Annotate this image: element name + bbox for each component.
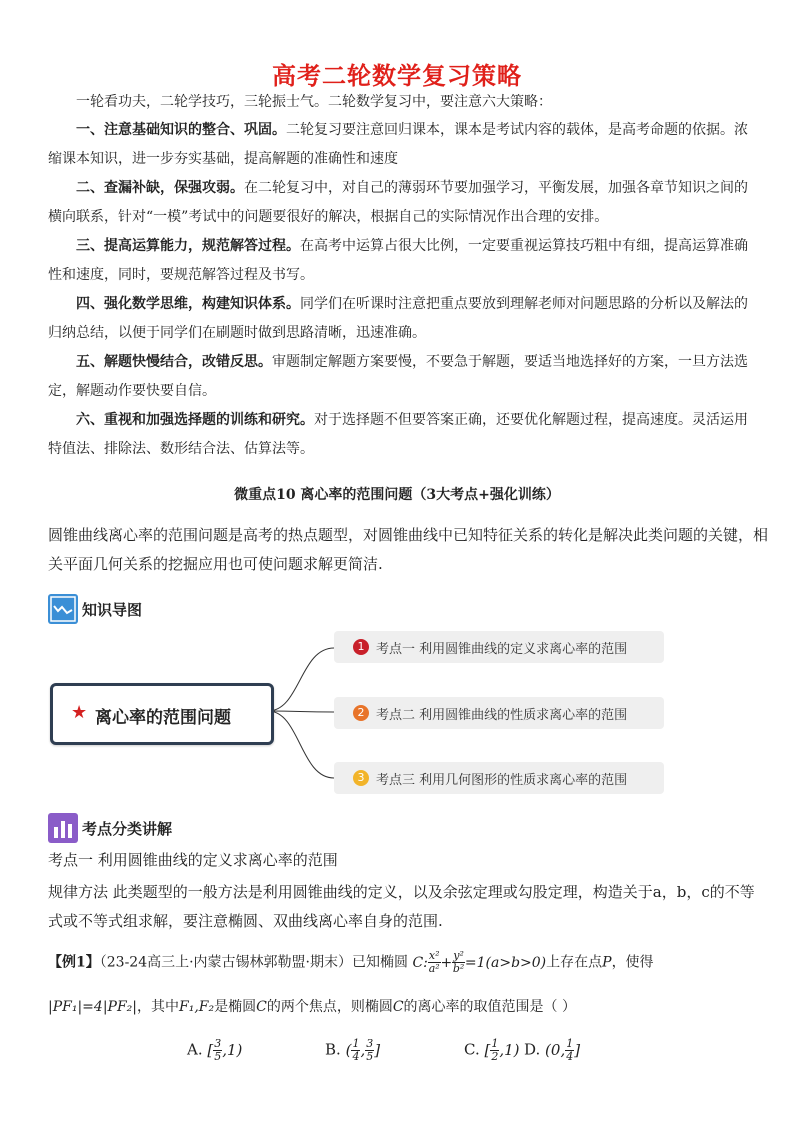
strategy-6-text: 对于选择题不但要答案正确，还要优化解题过程，提高速度。灵活运用特值法、排除法、数形结合法、估算法等。 <box>48 412 748 457</box>
node-label-1: 考点一 利用圆锥曲线的定义求离心率的范围 <box>376 642 628 657</box>
option-a <box>187 1038 242 1063</box>
strategy-1-bold: 一、注意基础知识的整合、巩固。 <box>76 122 286 138</box>
option-d-value: (0, $\frac{1}{4}$ ] <box>545 1037 581 1063</box>
strategy-4 <box>48 290 748 348</box>
example-tag: 【例1】 <box>48 954 100 971</box>
example-line2-end: 是椭圆 <box>214 999 257 1015</box>
mindmap-node-1 <box>334 631 664 663</box>
strategy-4-bold: 四、强化数学思维，构建知识体系。 <box>76 296 300 312</box>
example-post: 上存在点 <box>546 954 603 971</box>
lead-paragraph: 圆锥曲线离心率的范围问题是高考的热点题型，对圆锥曲线中已知特征关系的转化是解决此类问题的关键，相关平面几何关系的挖掘应用也可使问题求解更简洁. <box>48 526 769 573</box>
intro-text: 一轮看功夫，二轮学技巧，三轮振士气。二轮数学复习中，要注意六大策略： <box>76 94 552 110</box>
node-number-1: 1 <box>353 639 369 655</box>
strategy-2-bold: 二、查漏补缺，保强攻弱。 <box>76 180 244 196</box>
option-b <box>325 1038 380 1063</box>
ellipse-c-2: C <box>392 999 404 1015</box>
node-label-3: 考点三 利用几何图形的性质求离心率的范围 <box>376 773 628 788</box>
option-d-label: D. <box>524 1040 541 1059</box>
strategy-1-text: 二轮复习要注意回归课本，课本是考试内容的载体，是高考命题的依据。浓缩课本知识，进一步夯实基础，提高解题的准确性和速度 <box>48 122 748 167</box>
bar-chart-icon <box>48 813 78 843</box>
foci-symbols: F₁,F₂ <box>179 999 215 1015</box>
strategy-3-text: 在高考中运算占很大比例，一定要重视运算技巧粗中有细，提高运算准确性和速度，同时，要规范解答过程及书写。 <box>48 238 748 283</box>
option-b-value: ( $\frac{1}{4}$ , $\frac{3}{5}$ ] <box>345 1037 381 1063</box>
strategy-6 <box>48 406 748 464</box>
strategy-5-text: 审题制定解题方案要慢，不要急于解题，要适当地选择好的方案，一旦方法选定，解题动作要快要自信。 <box>48 354 748 399</box>
point-p: P <box>602 954 612 971</box>
section-topic-explanation: 考点分类讲解 <box>82 820 173 838</box>
mindmap-node-2 <box>334 697 664 729</box>
example-line2-tail: 的两个焦点，则椭圆 <box>266 999 393 1015</box>
lesson-subtitle: 微重点10 离心率的范围问题（3大考点+强化训练） <box>234 487 560 503</box>
node-number-2: 2 <box>353 705 369 721</box>
example-source: （23-24高三上·内蒙古锡林郭勒盟·期末） <box>99 954 353 971</box>
strategy-5 <box>48 348 748 406</box>
strategy-5-bold: 五、解题快慢结合，改错反思。 <box>76 354 272 370</box>
strategy-2-text: 在二轮复习中，对自己的薄弱环节要加强学习，平衡发展，加强各章节知识之间的横向联系，针对“一模”考试中的问题要很好的解决，根据自己的实际情况作出合理的安排。 <box>48 180 748 225</box>
example-line2-last: 的离心率的取值范围是（ ） <box>403 999 576 1015</box>
example-1-line-1 <box>48 950 654 975</box>
star-icon: ★ <box>71 702 88 723</box>
option-b-label: B. <box>325 1040 341 1059</box>
mindmap-center-node <box>50 683 274 745</box>
node-label-2: 考点二 利用圆锥曲线的性质求离心率的范围 <box>376 708 628 723</box>
example-line2-mid: ，其中 <box>137 999 179 1015</box>
option-c-value: [ $\frac{1}{2}$ ,1) <box>484 1037 520 1063</box>
ellipse-equation: C: $\frac{\text{x²}}{\text{a²}}$ + $\frac{\text{y²}}{\text{b²}}$ =1(a>b>0) <box>412 949 547 975</box>
option-a-label: A. <box>187 1040 203 1059</box>
strategy-3-bold: 三、提高运算能力，规范解答过程。 <box>76 238 300 254</box>
strategy-1 <box>48 116 748 174</box>
option-d <box>524 1038 580 1063</box>
focal-condition: |PF₁|=4|PF₂| <box>48 999 137 1015</box>
page-title: 高考二轮数学复习策略 <box>272 62 522 90</box>
method-paragraph: 规律方法 此类题型的一般方法是利用圆锥曲线的定义，以及余弦定理或勾股定理，构造关于a，b，c的不等式或不等式组求解，要注意椭圆、双曲线离心率自身的范围. <box>48 883 755 930</box>
option-c <box>464 1038 520 1063</box>
ellipse-c-1: C <box>256 999 267 1015</box>
node-number-3: 3 <box>353 770 369 786</box>
strategy-6-bold: 六、重视和加强选择题的训练和研究。 <box>76 412 314 428</box>
mindmap-center-label: 离心率的范围问题 <box>95 708 231 728</box>
option-a-value: [ $\frac{3}{5}$ ,1) <box>207 1037 243 1063</box>
option-c-label: C. <box>464 1040 480 1059</box>
example-1-line-2 <box>48 996 576 1016</box>
strategy-4-text: 同学们在听课时注意把重点要放到理解老师对问题思路的分析以及解法的归纳总结，以便于同学们在刷题时做到思路清晰，迅速准确。 <box>48 296 748 341</box>
section-knowledge-map: 知识导图 <box>82 601 143 619</box>
strategy-3 <box>48 232 748 290</box>
topic-1-heading: 考点一 利用圆锥曲线的定义求离心率的范围 <box>48 851 338 869</box>
example-post2: ，使得 <box>611 954 654 971</box>
mindmap-node-3 <box>334 762 664 794</box>
strategy-2 <box>48 174 748 232</box>
example-pre: 已知椭圆 <box>352 954 409 971</box>
